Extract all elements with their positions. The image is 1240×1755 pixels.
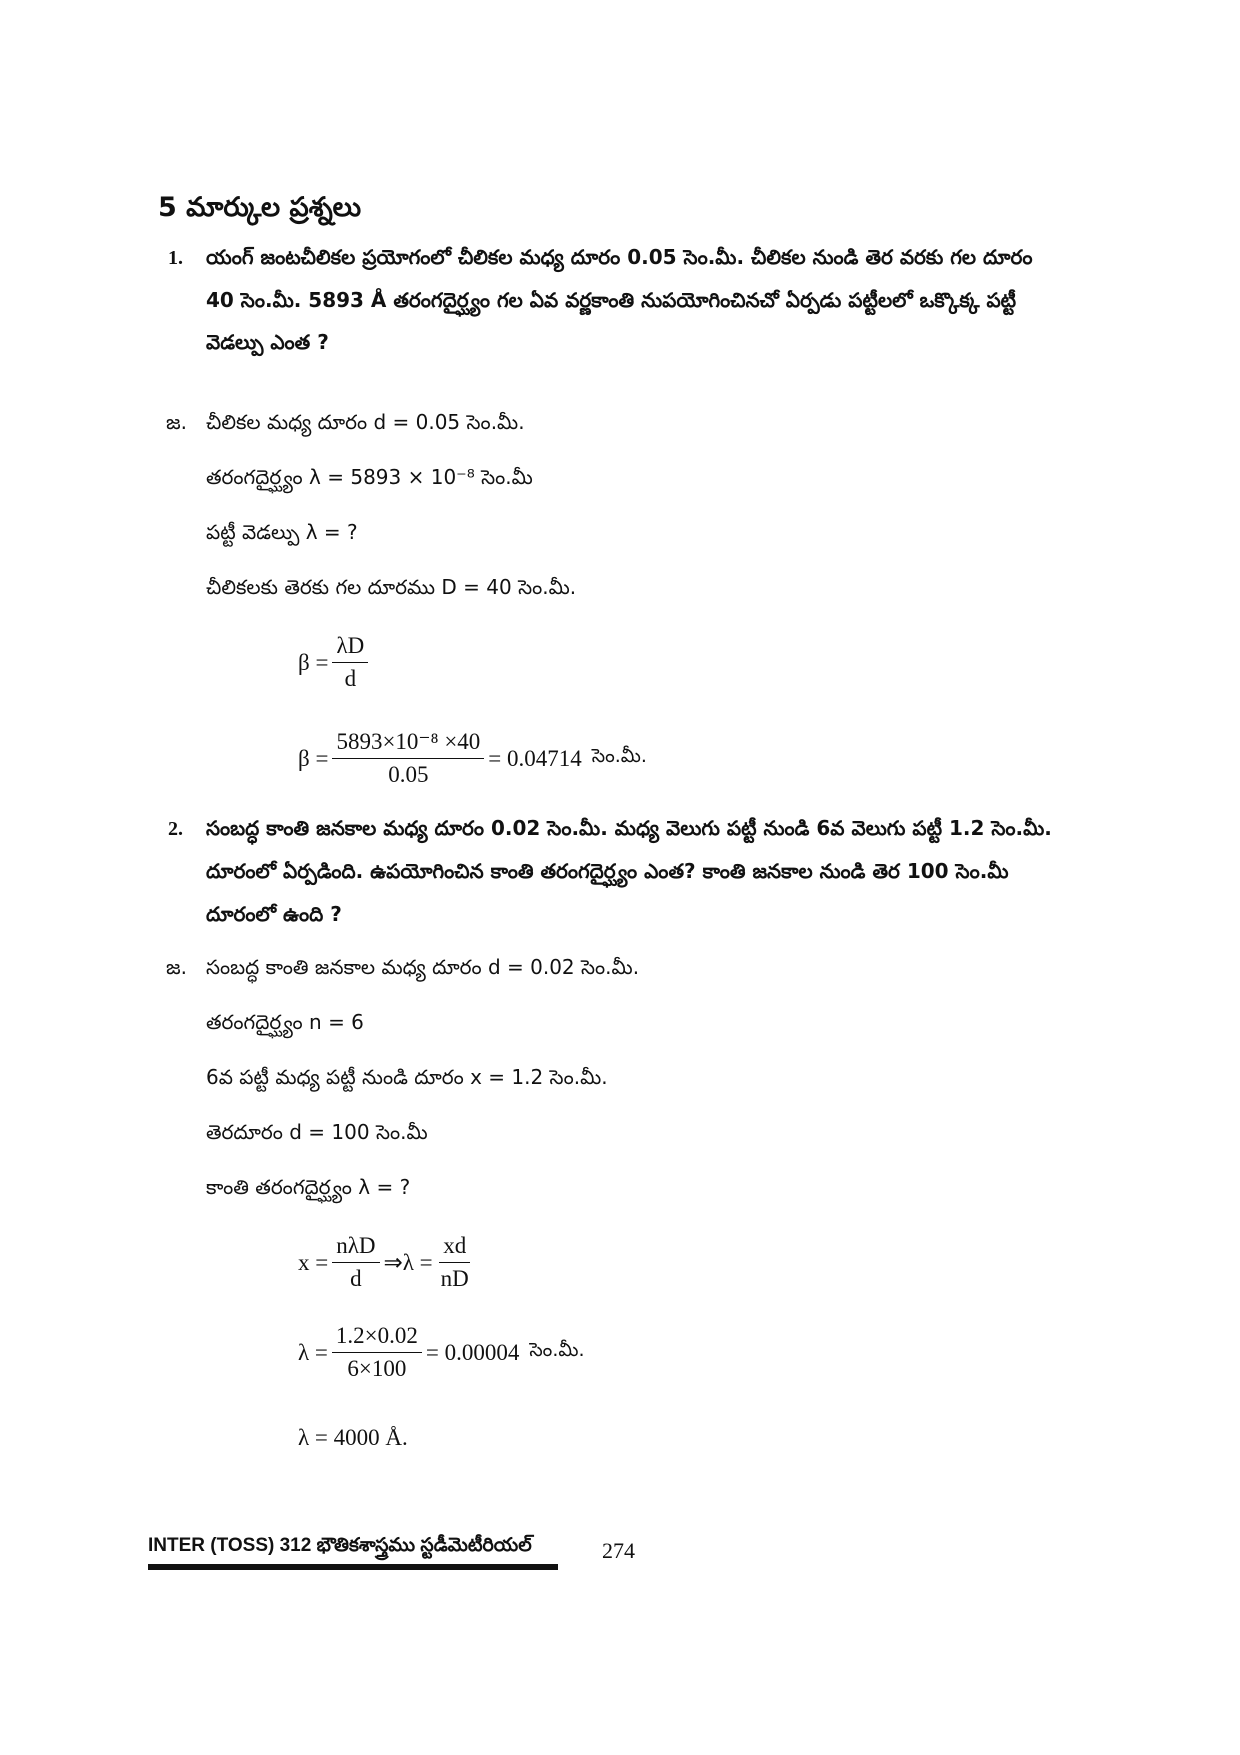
fraction-denominator: d (350, 1266, 362, 1291)
fraction-denominator: d (344, 666, 357, 691)
equation-implies: ⇒λ = (383, 1249, 433, 1275)
equation-unit: సెం.మీ. (529, 1339, 585, 1361)
fraction-denominator: 0.05 (388, 762, 429, 787)
fraction (332, 1322, 422, 1383)
fraction-denominator: 6×100 (347, 1356, 407, 1381)
equation-beta-formula (298, 632, 372, 693)
question-2-number: 2. (168, 818, 183, 840)
fraction-numerator: 5893×10⁻⁸ ×40 (332, 728, 484, 759)
page-number: 274 (602, 1538, 635, 1563)
answer-1-line: పట్టీ వెడల్పు λ = ? (206, 520, 358, 544)
footer-title: INTER (TOSS) 312 భౌతికశాస్త్రము స్టడీమెటీరియల్ (148, 1535, 532, 1556)
fraction (332, 728, 484, 789)
answer-2-line: కాంతి తరంగదైర్ఘ్యం λ = ? (206, 1175, 411, 1199)
answer-1-line: తరంగదైర్ఘ్యం λ = 5893 × 10⁻⁸ సెం.మీ (206, 465, 533, 489)
equation-lhs: β = (298, 745, 329, 771)
fraction-numerator: 1.2×0.02 (332, 1322, 422, 1353)
question-1-number: 1. (168, 247, 183, 269)
answer-1-line: చీలికల మధ్య దూరం d = 0.05 సెం.మీ. (206, 410, 525, 434)
fraction-denominator: nD (440, 1266, 469, 1291)
fraction-numerator: λD (332, 632, 368, 663)
question-2-line-3: దూరంలో ఉంది ? (206, 902, 342, 926)
fraction (332, 1232, 379, 1293)
page-heading: 5 మార్కుల ప్రశ్నలు (158, 192, 362, 223)
answer-2-line: తెరదూరం d = 100 సెం.మీ (206, 1120, 428, 1144)
equation-rhs: = 0.04714 (488, 745, 582, 771)
equation-beta-result (298, 728, 647, 789)
question-1-line-2: 40 సెం.మీ. 5893 Å తరంగదైర్ఘ్యం గల ఏవ వర్ణకాంతి నుపయోగించినచో ఏర్పడు పట్టీలలో ఒక్కొక్క పట్టీ (206, 288, 1017, 312)
question-1-line-1: యంగ్ జంటచీలికల ప్రయోగంలో చీలికల మధ్య దూరం 0.05 సెం.మీ. చీలికల నుండి తెర వరకు గల దూరం (206, 245, 1033, 269)
equation-lhs: x = (298, 1249, 329, 1275)
equation-fringe-position (298, 1232, 477, 1293)
answer-2-label: జ. (166, 955, 187, 979)
fraction (332, 632, 368, 693)
equation-lhs: β = (298, 649, 329, 675)
fraction (437, 1232, 473, 1293)
question-1-line-3: వెడల్పు ఎంత ? (206, 330, 329, 354)
equation-rhs: = 0.00004 (425, 1339, 520, 1365)
question-2-line-1: సంబద్ధ కాంతి జనకాల మధ్య దూరం 0.02 సెం.మీ. మధ్య వెలుగు పట్టీ నుండి 6వ వెలుగు పట్టీ 1.2 సెం.మీ. (206, 816, 1052, 840)
equation-unit: సెం.మీ. (591, 745, 647, 767)
fraction-numerator: xd (439, 1232, 470, 1263)
answer-2-line: తరంగదైర్ఘ్యం n = 6 (206, 1010, 364, 1034)
equation-lhs: λ = (298, 1339, 328, 1365)
fraction-numerator: nλD (332, 1232, 379, 1263)
question-2-line-2: దూరంలో ఏర్పడింది. ఉపయోగించిన కాంతి తరంగదైర్ఘ్యం ఎంత? కాంతి జనకాల నుండి తెర 100 సెం.మీ (206, 859, 1009, 883)
answer-1-line: చీలికలకు తెరకు గల దూరము D = 40 సెం.మీ. (206, 575, 577, 599)
answer-2-line: సంబద్ధ కాంతి జనకాల మధ్య దూరం d = 0.02 సెం.మీ. (206, 955, 640, 979)
footer-rule (148, 1564, 558, 1570)
equation-lambda-result (298, 1322, 585, 1383)
equation-lambda-angstrom: λ = 4000 Å. (298, 1425, 408, 1450)
answer-1-label: జ. (166, 410, 187, 434)
answer-2-line: 6వ పట్టీ మధ్య పట్టీ నుండి దూరం x = 1.2 సెం.మీ. (206, 1065, 608, 1089)
